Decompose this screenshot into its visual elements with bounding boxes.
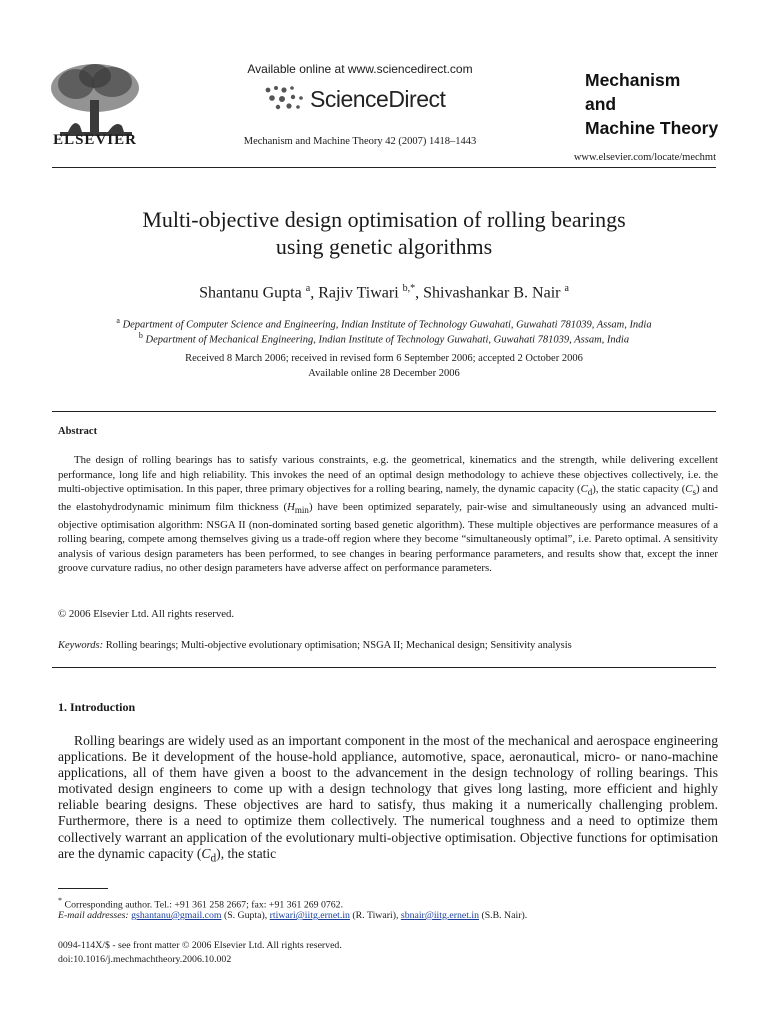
symbol: C <box>580 483 588 496</box>
affiliation <box>60 331 708 346</box>
affiliation-mark: b <box>138 331 143 340</box>
corresponding-author-note <box>58 896 718 910</box>
journal-citation: Mechanism and Machine Theory 42 (2007) 1418–1443 <box>243 136 477 147</box>
symbol-subscript: d <box>210 852 217 865</box>
corresponding-author-text: Corresponding author. Tel.: +91 361 258 2667; fax: +91 361 269 0762. <box>64 899 344 911</box>
abstract-text: The design of rolling bearings has to satisfy various constraints, e.g. the geometrical, kinematics and the strength, while delivering excellent performance, long life and high reliability. This invokes the need of an optimal design methodology to achieve these objectives collectively, i.e. the multi-objective optimisation. In this paper, three primary objectives for a rolling bearing, namely, the dynamic capacity ( <box>58 454 718 496</box>
doi-line[interactable]: doi:10.1016/j.mechmachtheory.2006.10.002 <box>58 954 232 965</box>
introduction-body <box>58 733 718 866</box>
sciencedirect-dots-icon <box>262 84 306 112</box>
email-addresses <box>58 910 718 921</box>
symbol: H <box>287 500 295 513</box>
abstract-top-divider <box>52 411 716 412</box>
email-owner: (S.B. Nair). <box>481 910 528 921</box>
sciencedirect-logo-text: ScienceDirect <box>310 86 446 112</box>
symbol-subscript: min <box>294 505 309 516</box>
author-affiliation-mark: a <box>564 283 569 294</box>
title-line: Multi-objective design optimisation of rolling bearings <box>142 207 626 232</box>
journal-url[interactable]: www.elsevier.com/locate/mechmt <box>573 152 716 163</box>
keywords-line <box>58 640 718 651</box>
author-name: Rajiv Tiwari <box>318 284 399 302</box>
author-separator: , <box>415 284 424 302</box>
footnote-mark: * <box>58 896 63 905</box>
symbol-subscript: s <box>692 487 697 498</box>
abstract-text: ) have been optimized separately, pair-wise and simultaneously using an advanced multi-objective optimisation algorithm: NSGA II (non-dominated sorting based genetic algorithm). These multiple objectives are performance measures of a rolling bearing, compete among themselves giving us a trade-off region where they become “simultaneously optimal”, i.e. Pareto optimal. A sensitivity analysis of various design parameters has been performed, to see changes in bearing performance parameters, and results show that, except the inner groove curvature radius, no other design parameters have adverse affect on performance parameters. <box>58 500 719 575</box>
email-label: E-mail addresses: <box>58 910 129 921</box>
affiliation <box>60 316 708 331</box>
keywords-label: Keywords: <box>58 640 104 651</box>
author-affiliation-mark: b,* <box>402 283 416 294</box>
symbol-subscript: d <box>587 487 593 498</box>
abstract-copyright: © 2006 Elsevier Ltd. All rights reserved. <box>58 608 235 620</box>
received-dates: Received 8 March 2006; received in revised form 6 September 2006; accepted 2 October 2006 <box>185 353 583 364</box>
journal-name <box>585 68 718 140</box>
journal-name-line: Machine Theory <box>585 118 719 138</box>
footnote-rule <box>58 888 108 889</box>
journal-name-line: Mechanism <box>585 70 681 90</box>
author-separator: , <box>310 284 319 302</box>
email-link[interactable]: gshantanu@gmail.com <box>131 910 222 921</box>
abstract-text: ) and the elastohydrodynamic minimum film thickness ( <box>58 483 718 513</box>
symbol: C <box>685 483 693 496</box>
email-link[interactable]: sbnair@iitg.ernet.in <box>400 910 480 921</box>
abstract-text: ), the static capacity ( <box>592 483 686 496</box>
abstract-bottom-divider <box>52 667 716 668</box>
author-list <box>60 283 708 302</box>
affiliation-mark: a <box>116 316 120 325</box>
introduction-text: Rolling bearings are widely used as an important component in the most of the mechanical and aerospace engineering applications. Be it development of the house-hold appliance, automotive, space, aeronautical, micro- or nano-machine applications, all of them have given a boost to the advancement in the design technology of rolling bearings. This motivated design engineers to come up with a design technology that gives long lasting, more efficient and highly reliable bearing designs. These objectives are hard to satisfy, thus making it a numerically challenging problem. Furthermore, there is a need to optimize them collectively. The numerical toughness and a need to optimize them collectively warrant an application of the evolutionary multi-objective optimisation. Objective functions for optimisation are the dynamic capacity ( <box>58 733 718 861</box>
section-heading: 1. Introduction <box>58 700 136 714</box>
email-link[interactable]: rtiwari@iitg.ernet.in <box>269 910 350 921</box>
email-owner: (R. Tiwari), <box>352 910 399 921</box>
issn-line: 0094-114X/$ - see front matter © 2006 Elsevier Ltd. All rights reserved. <box>58 940 342 951</box>
journal-name-line: and <box>585 94 617 114</box>
author-name: Shantanu Gupta <box>199 284 302 302</box>
publisher-name: ELSEVIER <box>53 132 137 148</box>
abstract-heading: Abstract <box>58 426 98 437</box>
article-title <box>60 206 708 260</box>
email-owner: (S. Gupta), <box>223 910 268 921</box>
available-online-line: Available online at www.sciencedirect.com <box>247 62 473 76</box>
author-name: Shivashankar B. Nair <box>423 284 561 302</box>
affiliation-text: Department of Computer Science and Engineering, Indian Institute of Technology Guwahati, Guwahati 781039, Assam, India <box>122 319 652 331</box>
header-divider <box>52 167 716 168</box>
author-affiliation-mark: a <box>305 283 311 294</box>
introduction-text: ), the static <box>216 845 277 861</box>
affiliation-text: Department of Mechanical Engineering, Indian Institute of Technology Guwahati, Guwahati 781039, Assam, India <box>145 334 630 346</box>
symbol: C <box>201 845 211 861</box>
available-online-date: Available online 28 December 2006 <box>308 368 460 379</box>
keywords-text: Rolling bearings; Multi-objective evolutionary optimisation; NSGA II; Mechanical design; Sensitivity analysis <box>105 640 572 651</box>
abstract-body <box>58 453 718 576</box>
title-line: using genetic algorithms <box>275 234 493 259</box>
